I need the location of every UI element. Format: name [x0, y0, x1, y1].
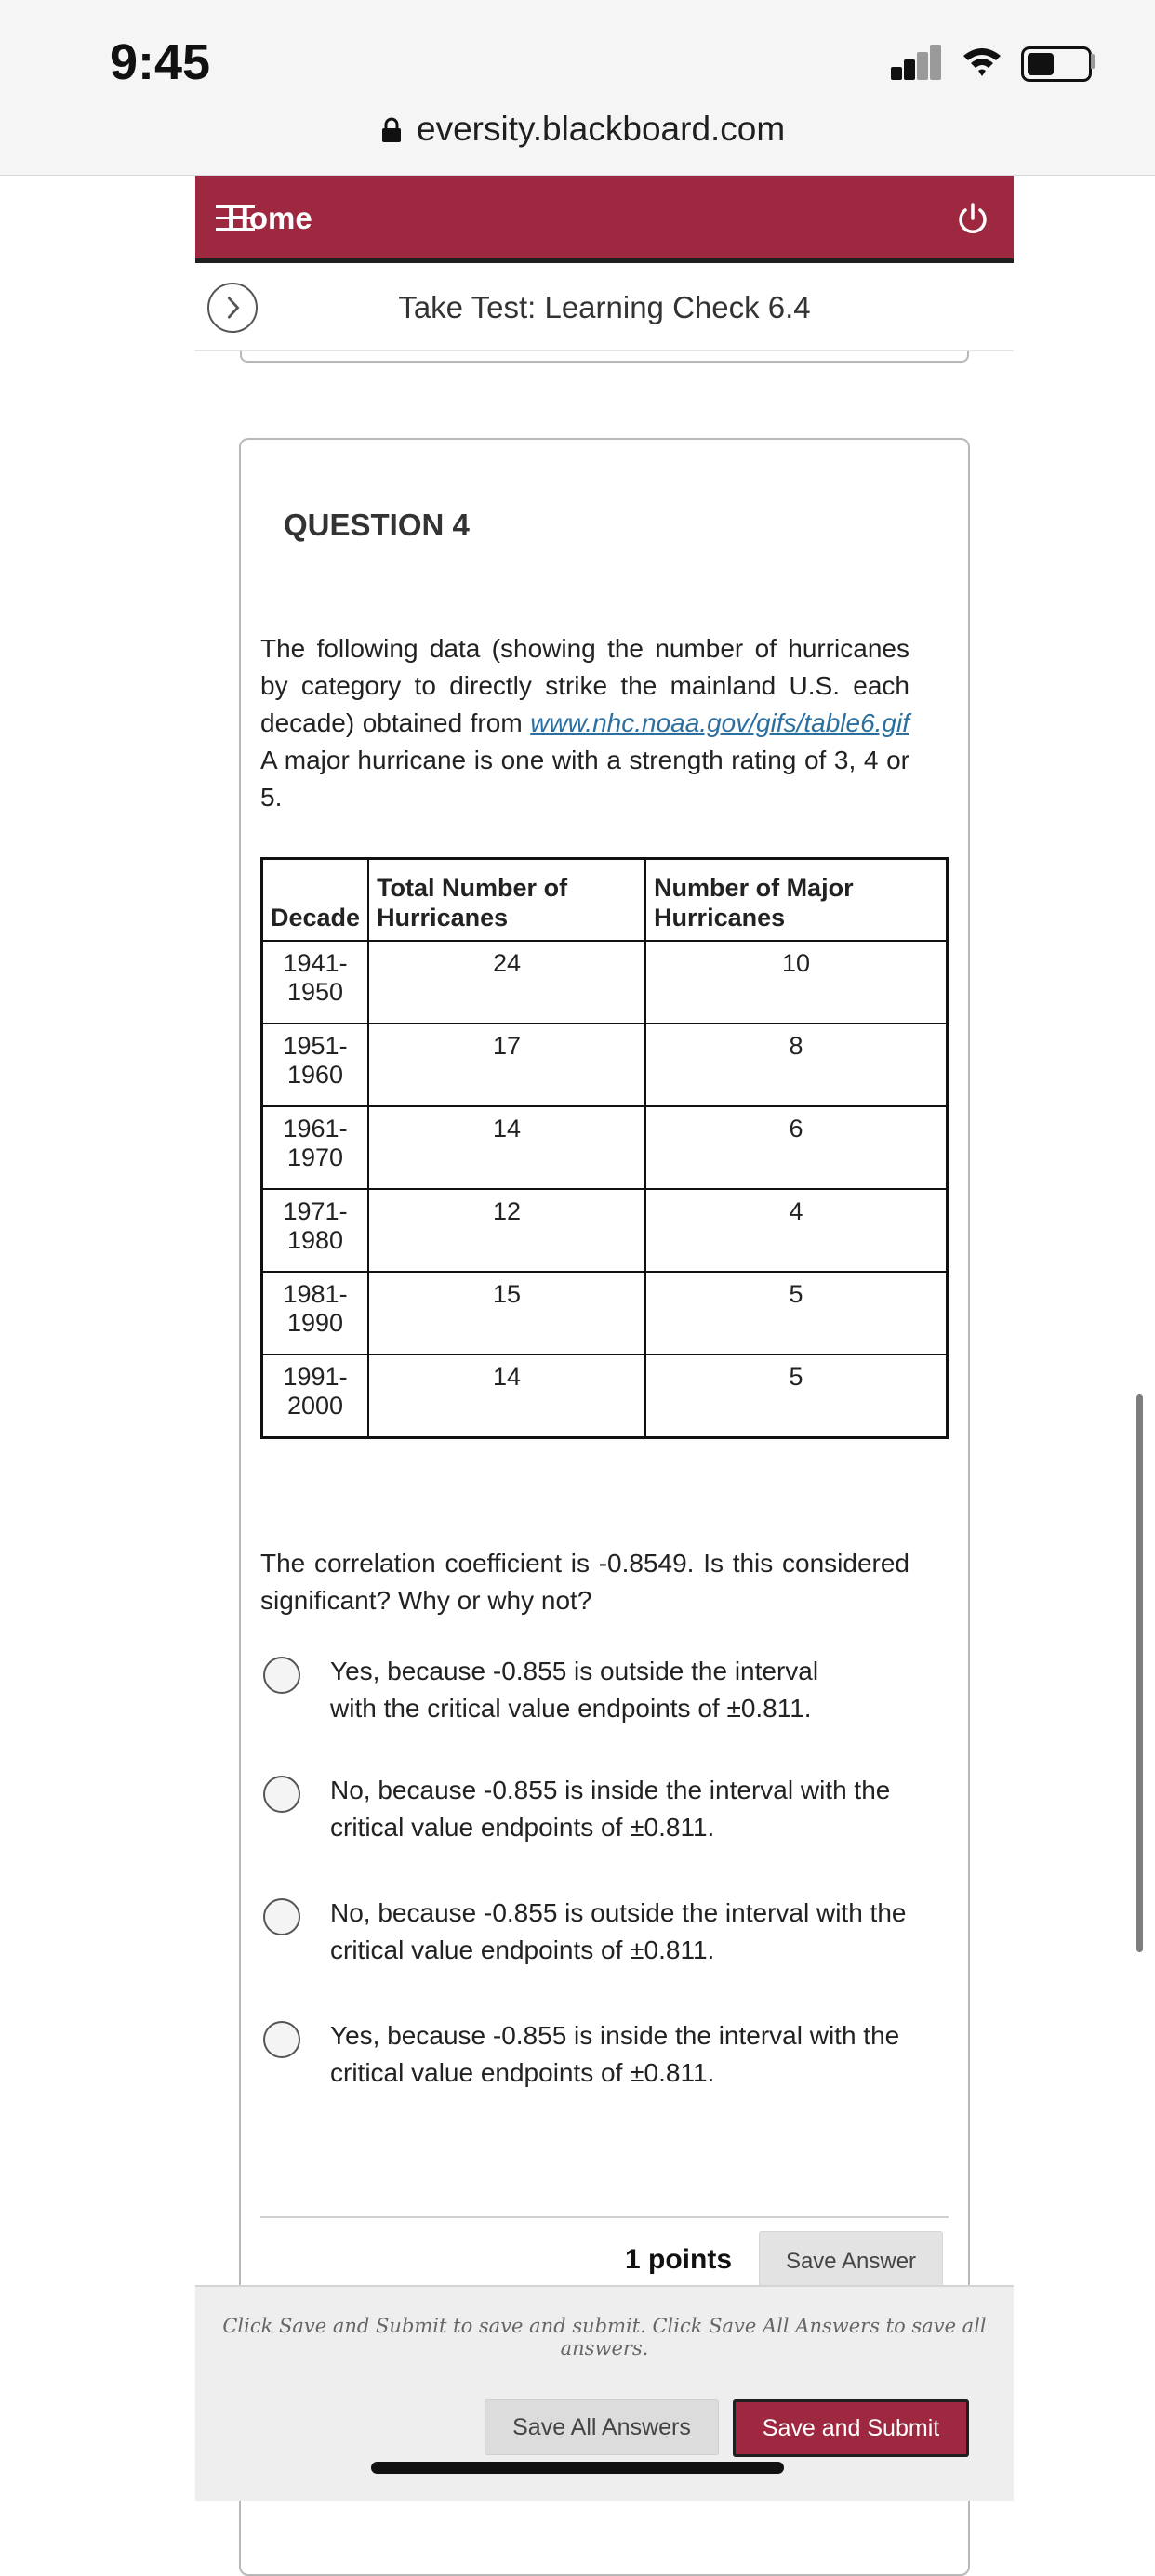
power-icon[interactable] — [954, 201, 991, 238]
radio-button[interactable] — [263, 2021, 300, 2058]
decade-cell: 1951-1960 — [262, 1024, 369, 1106]
answer-option-label: No, because -0.855 is outside the interval with the critical value endpoints of ±0.811. — [330, 1898, 907, 1964]
table-row — [262, 941, 948, 1024]
table-header-decade: Decade — [262, 859, 369, 942]
decade-cell: 1971-1980 — [262, 1189, 369, 1272]
major-cell: 10 — [645, 941, 947, 1024]
battery-icon — [1021, 46, 1092, 82]
decade-cell: 1991-2000 — [262, 1354, 369, 1438]
total-cell: 17 — [368, 1024, 645, 1106]
answer-option-label: Yes, because -0.855 is outside the interval with the critical value endpoints of ±0.811. — [330, 1657, 819, 1723]
table-row — [262, 1106, 948, 1189]
major-cell: 5 — [645, 1272, 947, 1354]
app-header — [195, 176, 1014, 263]
answer-option-1[interactable] — [263, 1657, 951, 1740]
question-text-definition: A major hurricane is one with a strength rating of 3, 4 or 5. — [260, 746, 909, 812]
previous-question-card-edge — [240, 351, 969, 363]
question-text-intro: The following data (showing the number of hurricanes by category to directly strike the mainland U.S. each decade) obtained from — [260, 634, 909, 737]
major-cell: 4 — [645, 1189, 947, 1272]
total-cell: 15 — [368, 1272, 645, 1354]
header-title[interactable]: Home — [227, 201, 312, 235]
radio-button[interactable] — [263, 1657, 300, 1694]
lock-icon — [381, 117, 402, 143]
total-cell: 12 — [368, 1189, 645, 1272]
decade-cell: 1981-1990 — [262, 1272, 369, 1354]
points-label: 1 points — [625, 2244, 733, 2275]
answer-option-3[interactable] — [263, 1898, 951, 1982]
table-header-major: Number of Major Hurricanes — [645, 859, 947, 942]
source-link[interactable]: www.nhc.noaa.gov/gifs/table6.gif — [530, 708, 909, 737]
table-row — [262, 1024, 948, 1106]
question-prompt: The correlation coefficient is -0.8549. Is this considered significant? Why or why not? — [260, 1549, 909, 1615]
home-indicator[interactable] — [371, 2462, 784, 2474]
page-title: Take Test: Learning Check 6.4 — [398, 290, 811, 324]
major-cell: 5 — [645, 1354, 947, 1438]
table-row — [262, 1354, 948, 1438]
submit-instructions: Click Save and Submit to save and submit. Click Save All Answers to save all answers. — [222, 2315, 987, 2359]
answer-option-2[interactable] — [263, 1776, 951, 1859]
clock: 9:45 — [110, 34, 211, 90]
table-header-total: Total Number of Hurricanes — [368, 859, 645, 942]
signal-icon — [891, 43, 943, 80]
radio-button[interactable] — [263, 1898, 300, 1935]
question-number: QUESTION 4 — [284, 508, 470, 542]
radio-button[interactable] — [263, 1776, 300, 1813]
save-and-submit-button[interactable]: Save and Submit — [733, 2399, 969, 2457]
total-cell: 14 — [368, 1354, 645, 1438]
answer-option-label: No, because -0.855 is inside the interval with the critical value endpoints of ±0.811. — [330, 1776, 891, 1842]
question-text — [260, 630, 909, 816]
answer-option-4[interactable] — [263, 2021, 951, 2105]
table-row — [262, 1272, 948, 1354]
save-answer-button[interactable]: Save Answer — [759, 2231, 943, 2292]
total-cell: 24 — [368, 941, 645, 1024]
url-address[interactable]: eversity.blackboard.com — [417, 110, 786, 148]
wifi-icon — [962, 45, 1002, 82]
table-row — [262, 1189, 948, 1272]
major-cell: 8 — [645, 1024, 947, 1106]
decade-cell: 1941-1950 — [262, 941, 369, 1024]
total-cell: 14 — [368, 1106, 645, 1189]
major-cell: 6 — [645, 1106, 947, 1189]
battery-tip — [1091, 54, 1095, 69]
hurricane-data-table — [260, 857, 949, 1439]
scrollbar[interactable] — [1136, 1394, 1143, 1952]
card-divider — [260, 2216, 949, 2218]
answer-option-label: Yes, because -0.855 is inside the interval with the critical value endpoints of ±0.811. — [330, 2021, 900, 2087]
save-all-answers-button[interactable]: Save All Answers — [485, 2399, 719, 2455]
decade-cell: 1961-1970 — [262, 1106, 369, 1189]
